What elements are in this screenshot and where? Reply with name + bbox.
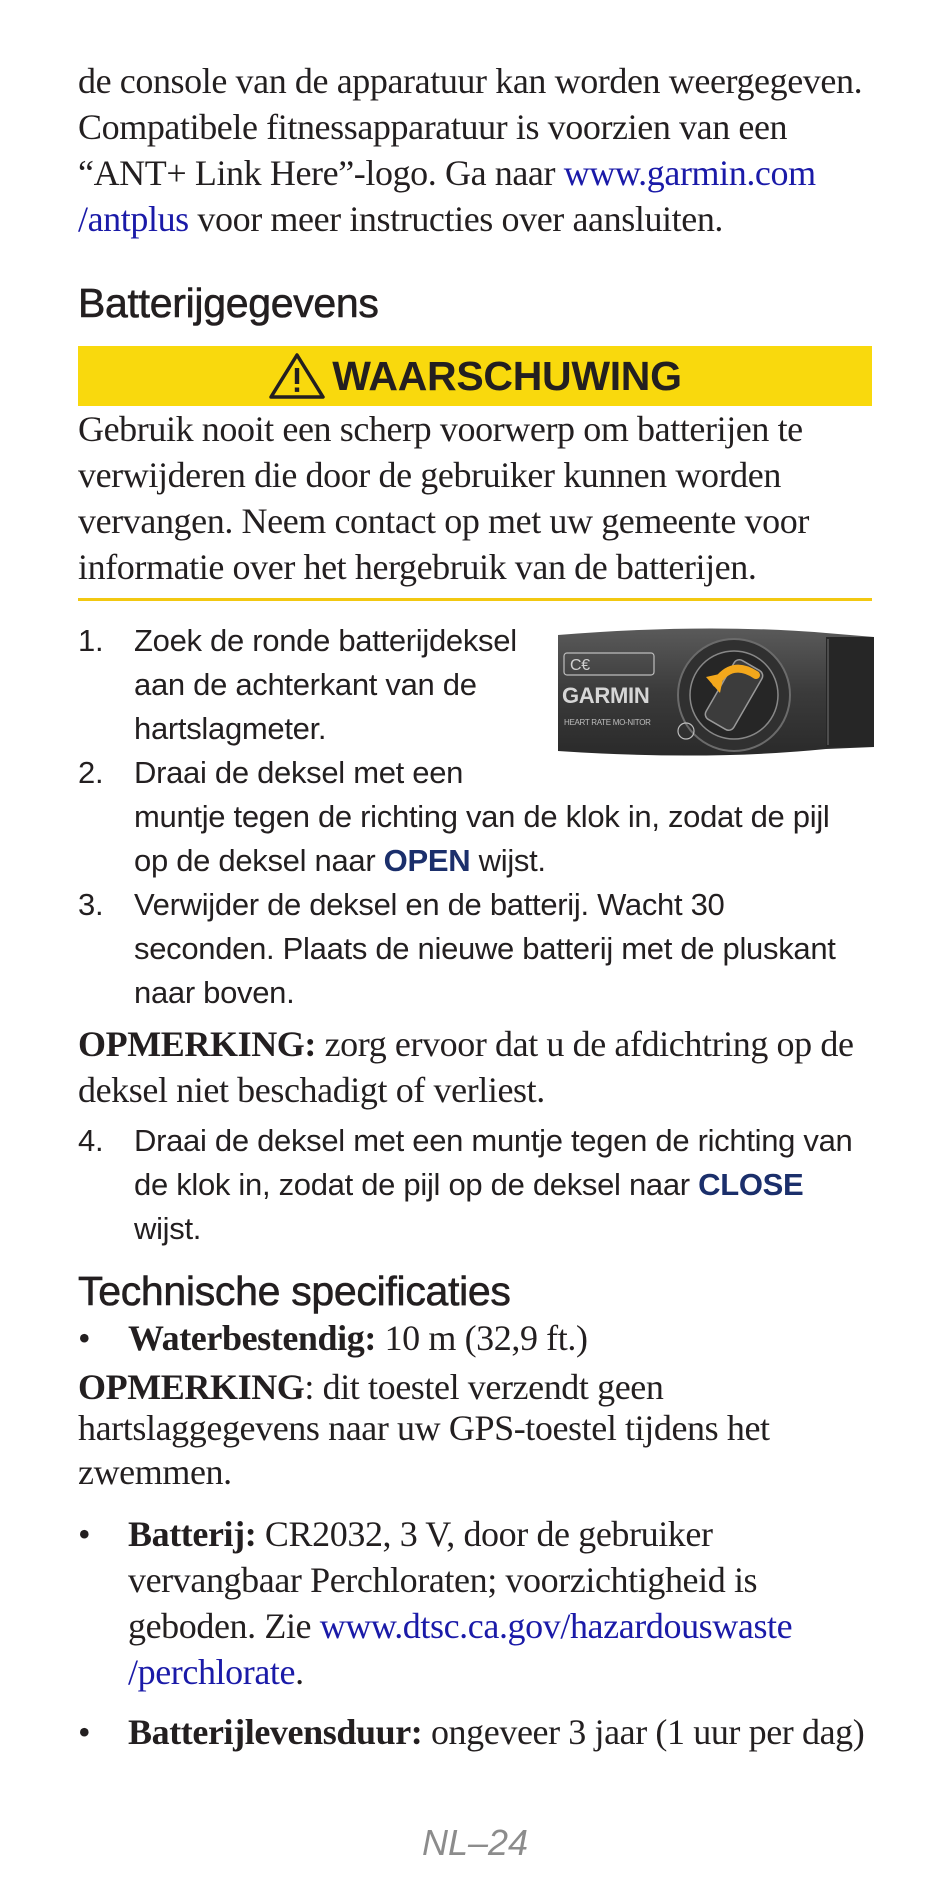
step-text (134, 751, 872, 883)
svg-text:C€: C€ (570, 657, 590, 674)
warning-line: vervangen. Neem contact op met uw gemeente voor (78, 501, 809, 541)
warning-text (78, 406, 872, 601)
step-4 (78, 1119, 872, 1251)
intro-text: voor meer instructies over aansluiten. (188, 199, 724, 239)
step-line: muntje tegen de richting van de klok in, zodat de pijl (134, 799, 830, 834)
spec-label: Waterbestendig: (128, 1318, 376, 1358)
step-line: Draai de deksel met een muntje tegen de richting van (134, 1123, 853, 1158)
intro-line (78, 150, 872, 196)
battery-note (78, 1021, 872, 1113)
note-text: zorg ervoor dat u de afdichtring op de (315, 1024, 854, 1064)
spec-line (128, 1649, 872, 1695)
step-line (134, 1163, 872, 1207)
warning-triangle-icon (268, 352, 326, 400)
garmin-link[interactable]: www.garmin.com (563, 153, 816, 193)
step-line: seconden. Plaats de nieuwe batterij met de pluskant (134, 931, 836, 966)
intro-line: Compatibele fitnessapparatuur is voorzien van een (78, 107, 788, 147)
bullet: • (78, 1712, 91, 1752)
bullet: • (78, 1514, 91, 1554)
step-line: naar boven. (134, 975, 295, 1010)
strap-brand-text: GARMIN (562, 683, 650, 708)
step-2 (78, 751, 872, 883)
tech-specs-heading: Technische specificaties (78, 1268, 511, 1314)
step-line: Zoek de ronde batterijdeksel (134, 623, 517, 658)
warning-line: Gebruik nooit een scherp voorwerp om batterijen te (78, 409, 803, 449)
step-3 (78, 883, 872, 1015)
spec-water (78, 1315, 872, 1361)
spec-line (128, 1511, 872, 1557)
spec-value: . (295, 1652, 304, 1692)
spec-battery-life (78, 1709, 872, 1755)
spec-value: 10 m (32,9 ft.) (375, 1318, 588, 1358)
step-text-part: de klok in, zodat de pijl op de deksel naar (134, 1167, 699, 1202)
note-line (78, 1021, 872, 1067)
note-line: zwemmen. (78, 1452, 232, 1492)
intro-paragraph (78, 58, 872, 242)
note-line: hartslaggegevens naar uw GPS-toestel tijdens het (78, 1408, 770, 1448)
step-number: 2. (78, 755, 104, 790)
intro-line (78, 196, 872, 242)
intro-text: “ANT+ Link Here”-logo. Ga naar (78, 153, 564, 193)
step-line: hartslagmeter. (134, 711, 327, 746)
spec-text (128, 1315, 872, 1361)
battery-heading: Batterijgegevens (78, 280, 379, 326)
warning-line: informatie over het hergebruik van de batterijen. (78, 547, 757, 587)
step-line: wijst. (134, 1211, 202, 1246)
step-line (134, 839, 872, 883)
warning-line: verwijderen die door de gebruiker kunnen worden (78, 455, 781, 495)
dtsc-link[interactable]: www.dtsc.ca.gov/hazardouswaste (319, 1606, 793, 1646)
step-number: 4. (78, 1123, 104, 1158)
step-text-part: wijst. (470, 843, 546, 878)
note-text: : dit toestel verzendt geen (304, 1367, 664, 1407)
step-line: Draai de deksel met een (134, 755, 464, 790)
spec-text (128, 1511, 872, 1695)
manual-page (78, 58, 872, 1755)
note-line (78, 1367, 872, 1408)
step-text (134, 1119, 872, 1251)
strap-model-text: HEART RATE MO-NITOR (564, 718, 651, 727)
step-text (134, 619, 534, 751)
step-number: 1. (78, 623, 104, 658)
spec-value: CR2032, 3 V, door de gebruiker (256, 1514, 713, 1554)
warning-label: WAARSCHUWING (332, 352, 682, 399)
spec-value: ongeveer 3 jaar (1 uur per dag) (422, 1712, 865, 1752)
page-number: NL–24 (421, 1822, 529, 1863)
battery-steps (78, 619, 872, 1015)
heart-rate-strap-illustration (556, 623, 874, 761)
step-number: 3. (78, 887, 104, 922)
spec-label: Batterijlevensduur: (128, 1712, 423, 1752)
dtsc-link-continued[interactable]: /perchlorate (128, 1652, 296, 1692)
tech-note (78, 1367, 872, 1495)
bullet: • (78, 1318, 91, 1358)
step-text-part: op de deksel naar (134, 843, 384, 878)
spec-line: vervangbaar Perchloraten; voorzichtigheid is (128, 1560, 758, 1600)
note-label: OPMERKING: (78, 1024, 316, 1064)
close-keyword: CLOSE (698, 1167, 804, 1202)
spec-value: geboden. Zie (128, 1606, 320, 1646)
open-keyword: OPEN (383, 843, 471, 878)
spec-battery (78, 1511, 872, 1695)
garmin-link-continued[interactable]: /antplus (78, 199, 189, 239)
spec-label: Batterij: (128, 1514, 257, 1554)
warning-banner (78, 346, 872, 406)
note-label: OPMERKING (78, 1367, 305, 1407)
intro-line: de console van de apparatuur kan worden weergegeven. (78, 61, 863, 101)
step-text (134, 883, 872, 1015)
step-line: aan de achterkant van de (134, 667, 477, 702)
note-line: deksel niet beschadigt of verliest. (78, 1070, 545, 1110)
spec-text (128, 1709, 872, 1755)
step-line: Verwijder de deksel en de batterij. Wacht 30 (134, 887, 725, 922)
spec-line (128, 1603, 872, 1649)
